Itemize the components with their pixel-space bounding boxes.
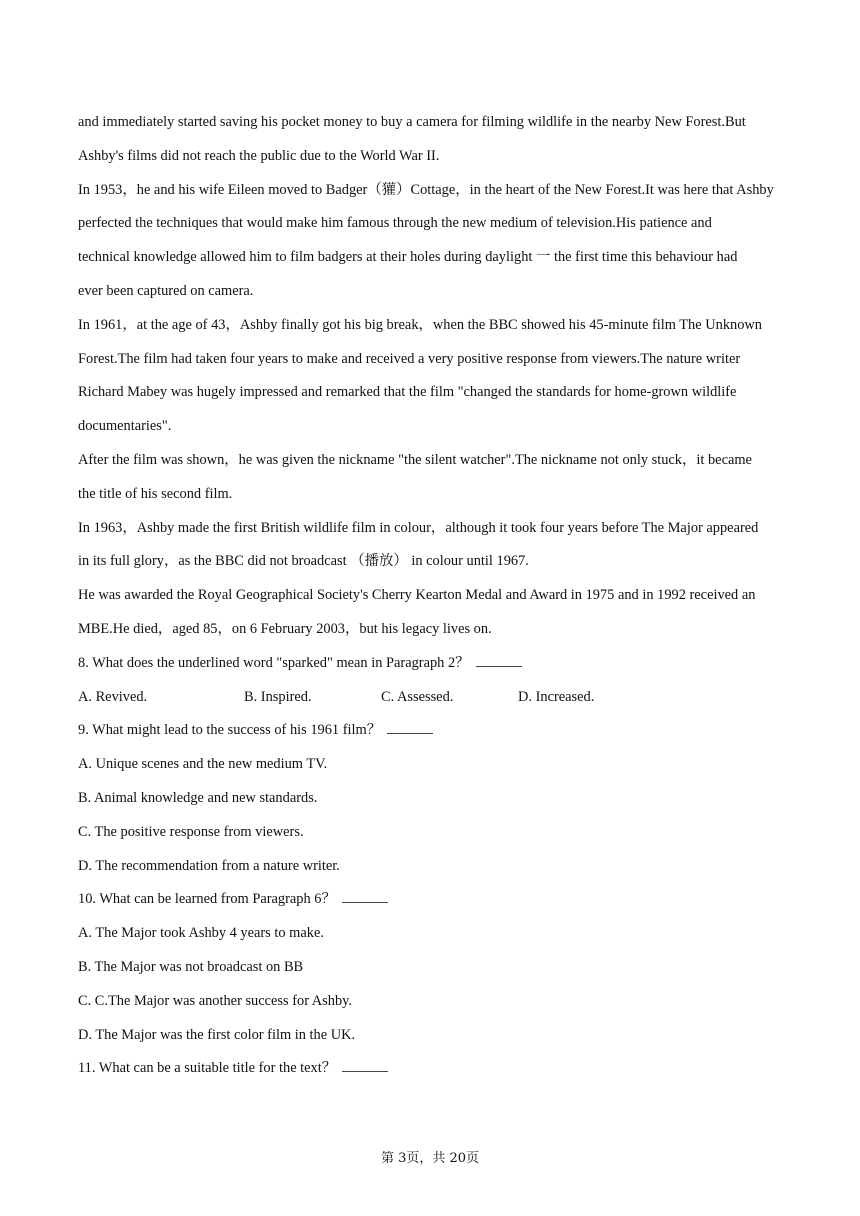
option-b[interactable]: B. The Major was not broadcast on BB xyxy=(78,958,304,975)
option-c[interactable]: C. The positive response from viewers. xyxy=(78,823,304,840)
passage-line: Ashby's films did not reach the public due to the World War II. xyxy=(78,147,440,164)
option-d[interactable]: D. The Major was the first color film in the UK. xyxy=(78,1026,356,1043)
passage-line: technical knowledge allowed him to film badgers at their holes during daylight 一 the first time this behaviour had xyxy=(78,249,738,266)
option-d[interactable]: D. Increased. xyxy=(518,688,595,705)
passage-line: in its full glory，as the BBC did not broadcast （播放） in colour until 1967. xyxy=(78,553,529,570)
question-stem: 11. What can be a suitable title for the text？ xyxy=(78,1060,337,1077)
answer-blank[interactable] xyxy=(342,1059,388,1072)
passage-line: After the film was shown，he was given the nickname "the silent watcher".The nickname not only stuck，it became xyxy=(78,451,752,468)
question-stem: 9. What might lead to the success of his 1961 film？ xyxy=(78,722,382,739)
passage-line: documentaries". xyxy=(78,418,172,435)
question-11 xyxy=(78,1054,790,1088)
passage-line: In 1961，at the age of 43，Ashby finally got his big break，when the BBC showed his 45-minute film The Unknown xyxy=(78,316,762,333)
passage-line: the title of his second film. xyxy=(78,485,233,502)
passage-line: ever been captured on camera. xyxy=(78,282,254,299)
question-8 xyxy=(78,649,790,683)
passage-line: perfected the techniques that would make him famous through the new medium of television.His patience and xyxy=(78,215,712,232)
passage-line: and immediately started saving his pocket money to buy a camera for filming wildlife in the nearby New Forest.But xyxy=(78,114,746,130)
passage-line: In 1963，Ashby made the first British wildlife film in colour，although it took four years before The Major appeared xyxy=(78,519,759,536)
passage-line: Forest.The film had taken four years to make and received a very positive response from viewers.The nature writer xyxy=(78,350,741,367)
answer-blank[interactable] xyxy=(387,721,433,734)
passage-line: MBE.He died，aged 85，on 6 February 2003，but his legacy lives on. xyxy=(78,620,492,637)
option-a[interactable]: A. The Major took Ashby 4 years to make. xyxy=(78,925,324,942)
option-b[interactable]: B. Inspired. xyxy=(244,688,312,705)
option-c[interactable]: C. C.The Major was another success for Ashby. xyxy=(78,992,353,1009)
option-a[interactable]: A. Unique scenes and the new medium TV. xyxy=(78,756,328,773)
answer-blank[interactable] xyxy=(342,890,388,903)
passage-line: Richard Mabey was hugely impressed and remarked that the film "changed the standards for home-grown wildlife xyxy=(78,384,737,401)
option-d[interactable]: D. The recommendation from a nature writer. xyxy=(78,857,340,874)
question-stem: 10. What can be learned from Paragraph 6？ xyxy=(78,891,336,908)
question-stem: 8. What does the underlined word "sparked" mean in Paragraph 2？ xyxy=(78,654,470,671)
passage-line: In 1953，he and his wife Eileen moved to Badger（獾）Cottage，in the heart of the New Forest.It was here that Ashby xyxy=(78,181,774,198)
answer-blank[interactable] xyxy=(476,654,522,667)
option-c[interactable]: C. Assessed. xyxy=(381,688,454,705)
option-a[interactable]: A. Revived. xyxy=(78,688,148,705)
page-footer: 第 3页，共 20页 xyxy=(380,1151,480,1166)
reading-passage xyxy=(78,108,790,1088)
question-9 xyxy=(78,716,790,750)
question-10 xyxy=(78,885,790,919)
passage-line: He was awarded the Royal Geographical Society's Cherry Kearton Medal and Award in 1975 and in 1992 received an xyxy=(78,587,756,604)
question-8-options xyxy=(78,683,790,717)
option-b[interactable]: B. Animal knowledge and new standards. xyxy=(78,789,318,806)
